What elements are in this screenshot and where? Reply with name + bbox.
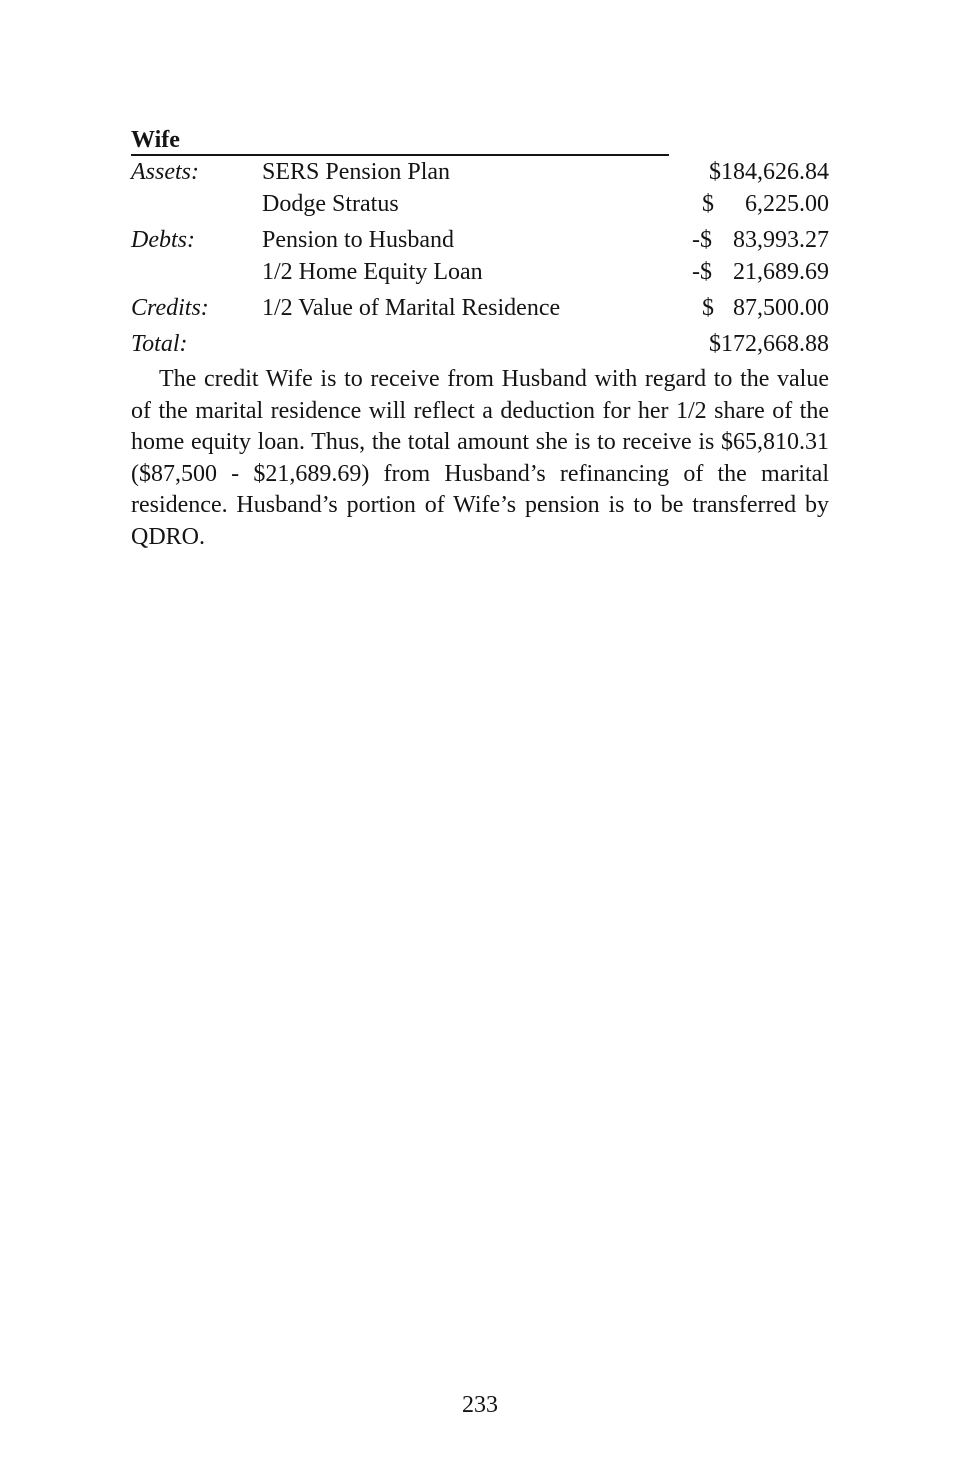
amount-currency: $ [702, 191, 714, 217]
body-paragraph: The credit Wife is to receive from Husband with regard to the value of the marital residence will reflect a deduction for her 1/2 share of the home equity loan. Thus, the total amount she is to receive is $65,810.31 ($87,500 - $21,689.69) from Husband’s refinancing of the marital residence. Husband’s portion of Wife’s pension is to be transferred by QDRO. [131, 366, 829, 550]
ledger-category: Credits: [131, 295, 209, 321]
amount-currency: $ [700, 227, 712, 253]
ledger-row [131, 256, 829, 288]
ledger-item: Dodge Stratus [262, 191, 399, 217]
ledger-amount [709, 156, 829, 188]
amount-currency: $ [709, 159, 721, 185]
ledger-table [131, 156, 829, 360]
ledger-row-total [131, 328, 829, 360]
ledger-row [131, 156, 829, 188]
amount-value: 83,993.27 [733, 227, 829, 253]
ledger-item: Pension to Husband [262, 227, 454, 253]
amount-currency: $ [700, 259, 712, 285]
ledger-amount [692, 256, 829, 288]
ledger-item: 1/2 Value of Marital Residence [262, 295, 561, 321]
ledger-item: SERS Pension Plan [262, 159, 451, 185]
amount-value: 6,225.00 [745, 191, 829, 217]
ledger-row [131, 224, 829, 256]
amount-currency: $ [709, 331, 721, 357]
amount-value: 172,668.88 [721, 331, 829, 357]
amount-sign: - [692, 259, 700, 285]
ledger-amount [692, 224, 829, 256]
section-heading: Wife [131, 126, 669, 156]
amount-currency: $ [702, 295, 714, 321]
ledger-category: Assets: [131, 159, 199, 185]
amount-sign: - [692, 227, 700, 253]
ledger-category: Debts: [131, 227, 195, 253]
amount-value: 87,500.00 [733, 295, 829, 321]
ledger-item: 1/2 Home Equity Loan [262, 259, 483, 285]
amount-value: 21,689.69 [733, 259, 829, 285]
ledger-row [131, 292, 829, 324]
ledger-row [131, 188, 829, 220]
ledger-category: Total: [131, 331, 188, 357]
ledger-amount [709, 328, 829, 360]
ledger-amount [702, 188, 829, 220]
document-page [131, 126, 829, 578]
amount-value: 184,626.84 [721, 159, 829, 185]
page-number: 233 [462, 1392, 498, 1418]
ledger-amount [702, 292, 829, 324]
